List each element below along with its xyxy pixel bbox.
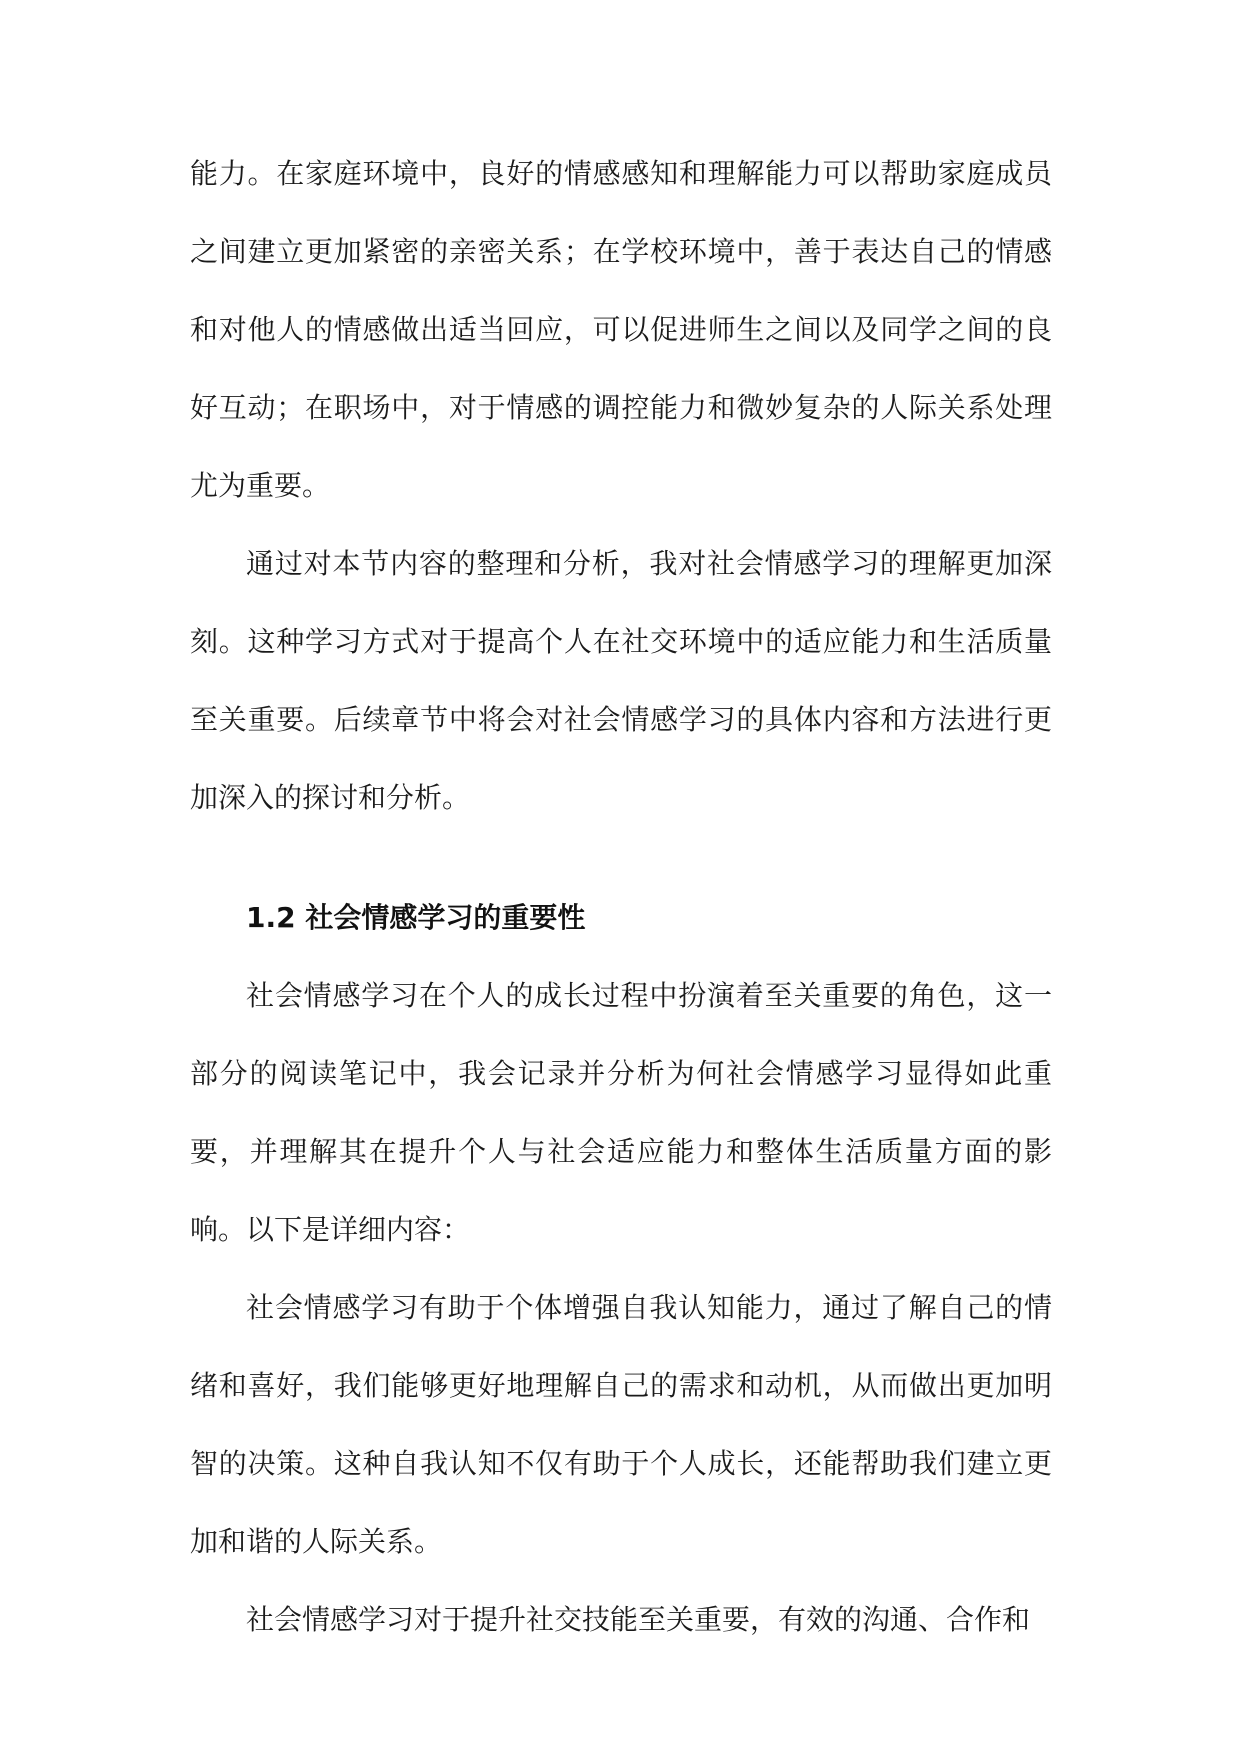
section-heading: 1.2 社会情感学习的重要性 — [246, 901, 586, 934]
document-body — [190, 135, 1052, 1659]
section-spacer — [190, 837, 1052, 879]
paragraph-continuation: 能力。在家庭环境中，良好的情感感知和理解能力可以帮助家庭成员之间建立更加紧密的亲密关系；在学校环境中，善于表达自己的情感和对他人的情感做出适当回应，可以促进师生之间以及同学之间的良好互动；在职场中，对于情感的调控能力和微妙复杂的人际关系处理尤为重要。 — [190, 157, 1052, 502]
paragraph-social-skills: 社会情感学习对于提升社交技能至关重要，有效的沟通、合作和 — [246, 1603, 1031, 1636]
paragraph-intro: 社会情感学习在个人的成长过程中扮演着至关重要的角色，这一部分的阅读笔记中，我会记录并分析为何社会情感学习显得如此重要，并理解其在提升个人与社会适应能力和整体生活质量方面的影响。以下是详细内容： — [190, 979, 1052, 1246]
paragraph-summary: 通过对本节内容的整理和分析，我对社会情感学习的理解更加深刻。这种学习方式对于提高个人在社交环境中的适应能力和生活质量至关重要。后续章节中将会对社会情感学习的具体内容和方法进行更加深入的探讨和分析。 — [190, 547, 1052, 814]
paragraph-self-awareness: 社会情感学习有助于个体增强自我认知能力，通过了解自己的情绪和喜好，我们能够更好地理解自己的需求和动机，从而做出更加明智的决策。这种自我认知不仅有助于个人成长，还能帮助我们建立更加和谐的人际关系。 — [190, 1291, 1052, 1558]
